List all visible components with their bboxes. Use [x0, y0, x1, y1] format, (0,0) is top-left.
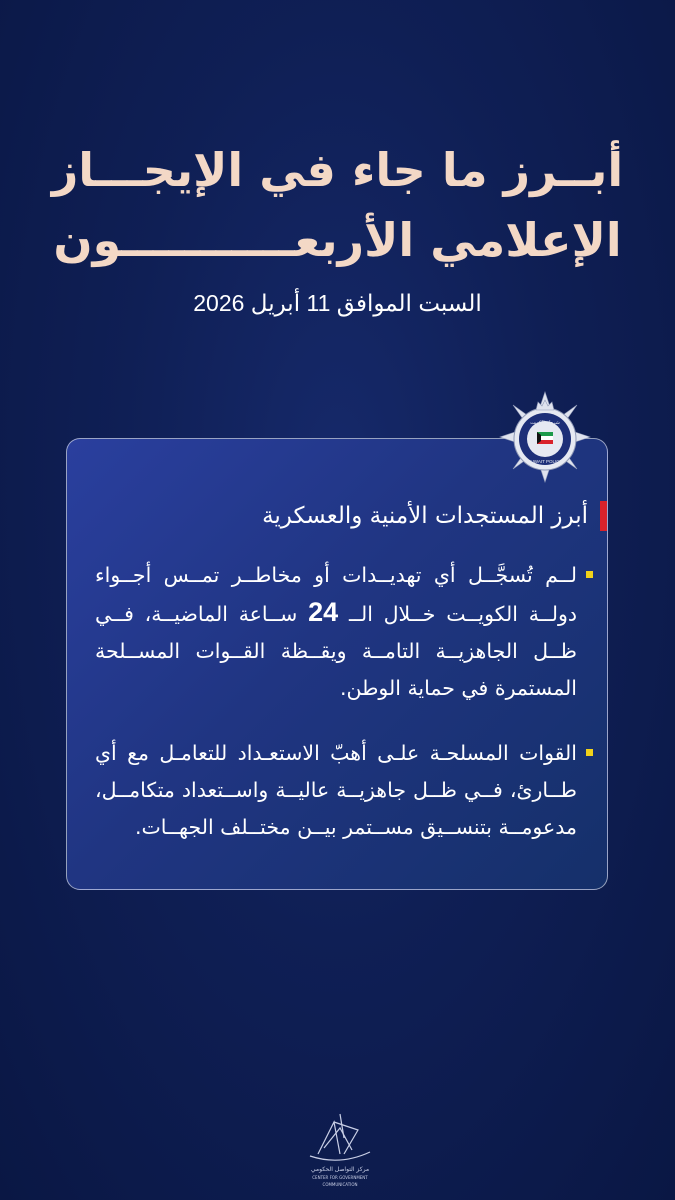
badge-arabic-text: شرطة الكويت — [530, 420, 560, 426]
title-line-1: أبــرز ما جاء في الإيجـــاز — [51, 143, 624, 197]
logo-arabic-text: مركز التواصل الحكومي — [310, 1166, 370, 1173]
bullet-2-text: القوات المسلحـة علـى أهبّ الاستعـداد للتعامـل مع أي طــارئ، فــي ظــل جاهزيــة عاليــة واســتعداد متكامــل، مدعومــة بتنســيق مســتمر بيــن مختــلف الجهــات. — [95, 741, 577, 839]
title-line-2: الإعلامي الأربعـــــــــــون — [53, 213, 622, 267]
page-title — [0, 135, 675, 275]
dhow-logo-icon — [300, 1108, 380, 1166]
bullet-1-number: 24 — [308, 597, 339, 627]
bullet-item-1 — [95, 557, 593, 707]
bullet-marker-icon — [586, 571, 593, 578]
bullet-marker-icon — [586, 749, 593, 756]
kuwait-police-emblem-icon — [498, 390, 592, 484]
section-accent-bar — [600, 501, 607, 531]
logo-english-text: CENTER FOR GOVERNMENT COMMUNICATION — [312, 1175, 368, 1187]
section-heading — [262, 496, 607, 536]
section-title: أبرز المستجدات الأمنية والعسكرية — [262, 503, 588, 529]
date-line: السبت الموافق 11 أبريل 2026 — [193, 290, 482, 316]
bullet-item-2 — [95, 735, 593, 846]
briefing-card — [66, 438, 608, 890]
bullet-1-text-a: لــم تُسجَّــل أي تهديــدات أو مخاطــر تمــس أجــواء دولــة الكويــت خــلال الــ — [95, 563, 577, 626]
government-communication-logo — [300, 1108, 380, 1188]
badge-english-text: KUWAIT POLICE — [527, 459, 563, 464]
bullet-list — [95, 557, 593, 874]
bullet-1-text-b: ســاعة الماضيــة، فــي ظــل الجاهزيــة التامــة ويقــظة القــوات المســلحة المستمرة في حماية الوطن. — [95, 602, 577, 700]
